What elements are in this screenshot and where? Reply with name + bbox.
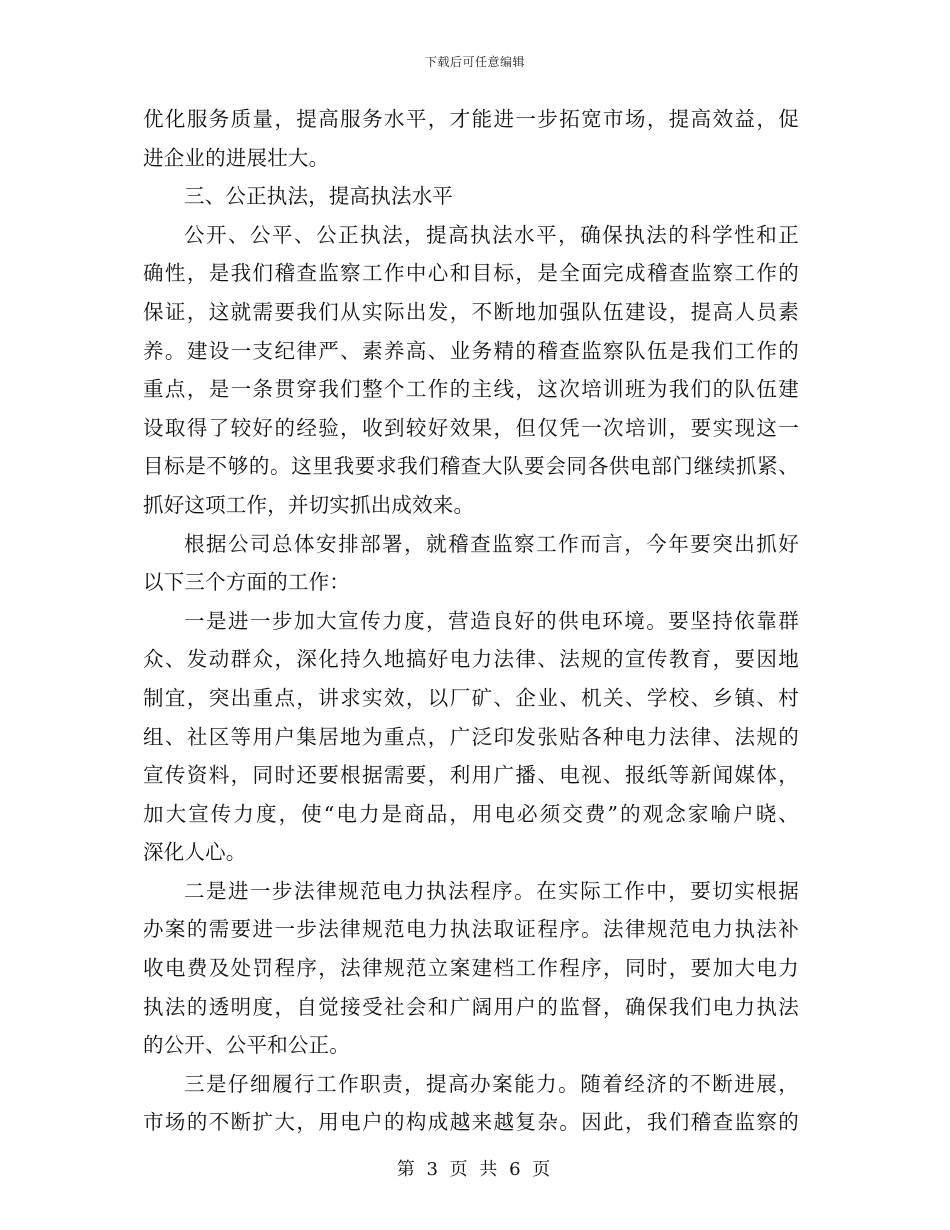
footer-middle: 页 共 <box>449 1159 501 1180</box>
page-header: 下载后可任意编辑 <box>424 55 525 69</box>
text-line: 进企业的进展壮大。 <box>143 145 330 170</box>
text-line: 三、公正执法，提高执法水平 <box>184 184 454 209</box>
text-line: 抓好这项工作，并切实抓出成效来。 <box>143 492 475 517</box>
text-line: 办案的需要进一步法律规范电力执法取证程序。法律规范电力执法补 <box>143 917 799 942</box>
text-line: 目标是不够的。这里我要求我们稽查大队要会同各供电部门继续抓紧、 <box>143 454 799 479</box>
text-line: 执法的透明度，自觉接受社会和广阔用户的监督，确保我们电力执法 <box>143 994 799 1019</box>
document-body <box>143 100 799 1142</box>
text-line: 宣传资料，同时还要根据需要，利用广播、电视、报纸等新闻媒体， <box>143 763 799 788</box>
text-line: 根据公司总体安排部署，就稽查监察工作而言，今年要突出抓好 <box>184 531 799 556</box>
text-line: 三是仔细履行工作职责，提高办案能力。随着经济的不断进展， <box>184 1071 799 1096</box>
text-line: 组、社区等用户集居地为重点，广泛印发张贴各种电力法律、法规的 <box>143 724 799 749</box>
text-line: 收电费及处罚程序，法律规范立案建档工作程序，同时，要加大电力 <box>143 956 799 981</box>
text-line: 的公开、公平和公正。 <box>143 1033 350 1058</box>
text-line: 优化服务质量，提高服务水平，才能进一步拓宽市场，提高效益，促 <box>143 107 799 131</box>
text-line: 以下三个方面的工作： <box>143 570 350 595</box>
text-line: 公开、公平、公正执法，提高执法水平，确保执法的科学性和正 <box>184 222 799 247</box>
page-footer <box>0 1155 950 1181</box>
text-line: 重点，是一条贯穿我们整个工作的主线，这次培训班为我们的队伍建 <box>143 377 799 402</box>
footer-prefix: 第 <box>396 1159 418 1180</box>
text-line: 一是进一步加大宣传力度，营造良好的供电环境。要坚持依靠群 <box>184 608 799 633</box>
text-line: 确性，是我们稽查监察工作中心和目标，是全面完成稽查监察工作的 <box>143 261 799 286</box>
text-line: 保证，这就需要我们从实际出发，不断地加强队伍建设，提高人员素 <box>143 299 799 324</box>
text-line: 养。建设一支纪律严、素养高、业务精的稽查监察队伍是我们工作的 <box>143 338 799 363</box>
current-page-number: 3 <box>426 1159 441 1180</box>
text-line: 市场的不断扩大，用电户的构成越来越复杂。因此，我们稽查监察的 <box>143 1110 799 1135</box>
total-page-count: 6 <box>509 1159 524 1180</box>
text-line: 众、发动群众，深化持久地搞好电力法律、法规的宣传教育，要因地 <box>143 647 799 672</box>
text-line: 制宜，突出重点，讲求实效，以厂矿、企业、机关、学校、乡镇、村 <box>143 685 799 710</box>
text-line: 深化人心。 <box>143 840 247 865</box>
text-line: 加大宣传力度，使“电力是商品，用电必须交费”的观念家喻户晓、 <box>143 801 799 826</box>
text-line: 二是进一步法律规范电力执法程序。在实际工作中，要切实根据 <box>184 878 799 903</box>
text-line: 设取得了较好的经验，收到较好效果，但仅凭一次培训，要实现这一 <box>143 415 799 440</box>
footer-suffix: 页 <box>532 1159 554 1180</box>
